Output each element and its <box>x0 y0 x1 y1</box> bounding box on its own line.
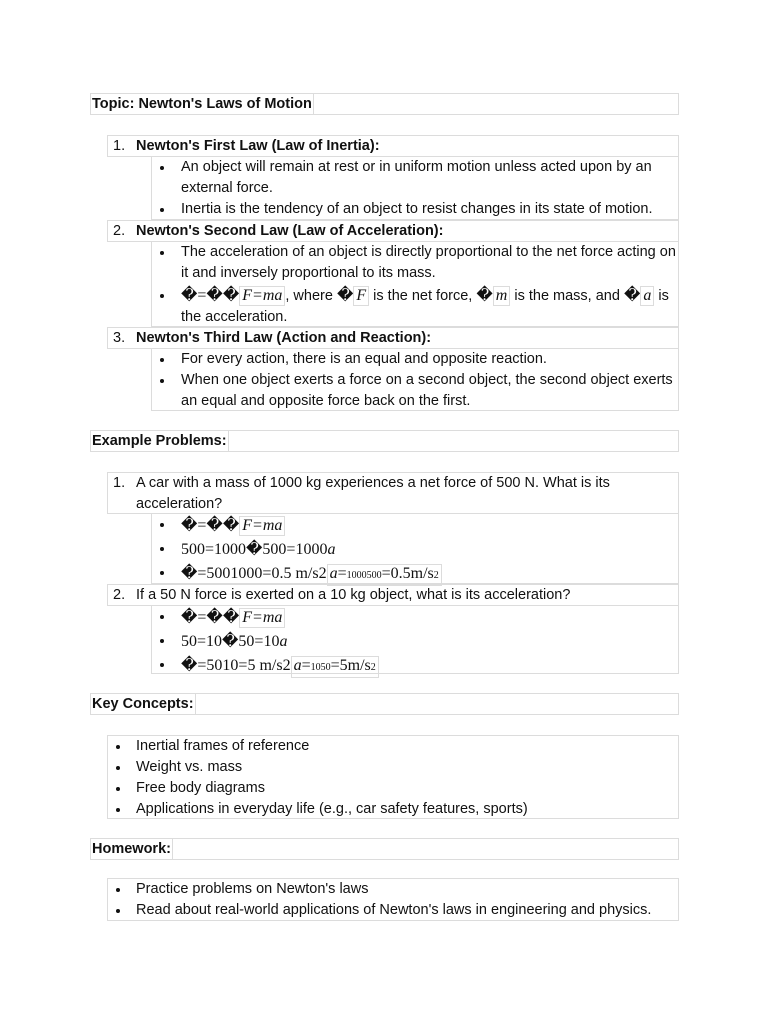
step-expression: a <box>293 657 302 674</box>
examples-heading-row <box>90 430 679 452</box>
step-garbled: 50=10�50=10 <box>181 633 280 650</box>
step-result: =5m/s <box>330 657 371 674</box>
law-title: Newton's Second Law (Law of Acceleration): <box>136 223 444 239</box>
step-equals: = <box>301 657 311 674</box>
formula-symbol: a <box>640 286 654 306</box>
step-garbled: �=5001000=0.5 m/s2 <box>181 565 327 582</box>
homework-heading-row <box>90 838 679 860</box>
list-item: For every action, there is an equal and opposite reaction. <box>152 349 678 370</box>
law-title: Newton's First Law (Law of Inertia): <box>136 138 380 154</box>
example-number: 1. <box>113 475 126 491</box>
example-2-row <box>107 584 679 606</box>
law-3-row <box>107 327 679 349</box>
step-exponent: 2 <box>370 662 376 673</box>
step-fraction: 1000500 <box>346 570 382 581</box>
list-item-step <box>152 606 678 630</box>
list-item-step <box>152 514 678 538</box>
homework-heading: Homework: <box>92 841 171 857</box>
law-number: 1. <box>113 138 126 154</box>
formula-text: is the acceleration. <box>181 288 669 325</box>
list-item: Applications in everyday life (e.g., car safety features, sports) <box>108 799 678 820</box>
law-2-row <box>107 220 679 242</box>
list-item-step <box>152 654 678 678</box>
formula-symbol: m <box>493 286 511 306</box>
law-2-bullets <box>151 241 679 327</box>
list-item-step <box>152 630 678 654</box>
law-1-bullets <box>151 156 679 220</box>
formula-text: is the mass, and <box>510 288 624 304</box>
step-expression: a <box>279 633 288 650</box>
examples-heading: Example Problems: <box>92 433 227 449</box>
list-item: Practice problems on Newton's laws <box>108 879 678 900</box>
list-item: Weight vs. mass <box>108 757 678 778</box>
list-item: Inertial frames of reference <box>108 736 678 757</box>
step-garbled: �=�� <box>181 517 240 534</box>
law-1-row <box>107 135 679 157</box>
formula-garbled: � <box>336 287 354 304</box>
step-expression: F=ma <box>239 516 285 536</box>
list-item: When one object exerts a force on a second object, the second object exerts an equal and opposite force back on the first. <box>152 370 678 412</box>
list-item-step <box>152 538 678 562</box>
list-item: The acceleration of an object is directly proportional to the net force acting on it and inversely proportional to its mass. <box>152 242 678 284</box>
homework-list <box>107 878 679 921</box>
step-exponent: 2 <box>433 570 439 581</box>
list-item: Read about real-world applications of Newton's laws in engineering and physics. <box>108 900 678 921</box>
topic-heading: Topic: Newton's Laws of Motion <box>92 96 312 112</box>
formula-garbled: � <box>476 287 493 304</box>
example-2-steps <box>151 605 679 674</box>
list-item-step <box>152 562 678 586</box>
law-number: 3. <box>113 330 126 346</box>
step-expression: a <box>327 541 336 558</box>
step-fraction: 1050 <box>310 662 331 673</box>
example-question: A car with a mass of 1000 kg experiences a net force of 500 N. What is its acceleration? <box>136 475 610 512</box>
law-title: Newton's Third Law (Action and Reaction): <box>136 330 432 346</box>
list-item: Free body diagrams <box>108 778 678 799</box>
formula-garbled: � <box>623 287 641 304</box>
list-item-formula <box>152 285 678 328</box>
step-expression: F=ma <box>239 608 285 628</box>
key-concepts-list <box>107 735 679 819</box>
step-garbled: �=5010=5 m/s2 <box>181 657 291 674</box>
formula-symbol: F <box>353 286 369 306</box>
law-3-bullets <box>151 348 679 411</box>
key-concepts-heading-row <box>90 693 679 715</box>
key-concepts-heading: Key Concepts: <box>92 696 194 712</box>
formula-text: , where <box>285 288 337 304</box>
list-item: Inertia is the tendency of an object to resist changes in its state of motion. <box>152 199 678 220</box>
list-item: An object will remain at rest or in uniform motion unless acted upon by an external force. <box>152 157 678 199</box>
example-1-row <box>107 472 679 514</box>
step-garbled: �=�� <box>181 609 240 626</box>
topic-heading-row <box>90 93 679 115</box>
formula-garbled: �=�� <box>181 287 240 304</box>
example-1-steps <box>151 513 679 584</box>
example-question: If a 50 N force is exerted on a 10 kg object, what is its acceleration? <box>136 587 571 603</box>
step-equals: = <box>337 565 347 582</box>
law-number: 2. <box>113 223 126 239</box>
step-garbled: 500=1000�500=1000 <box>181 541 328 558</box>
example-number: 2. <box>113 587 126 603</box>
formula-expression: F=ma <box>239 286 285 306</box>
formula-text: is the net force, <box>369 288 477 304</box>
step-result: =0.5m/s <box>381 565 434 582</box>
step-expression: a <box>329 565 338 582</box>
